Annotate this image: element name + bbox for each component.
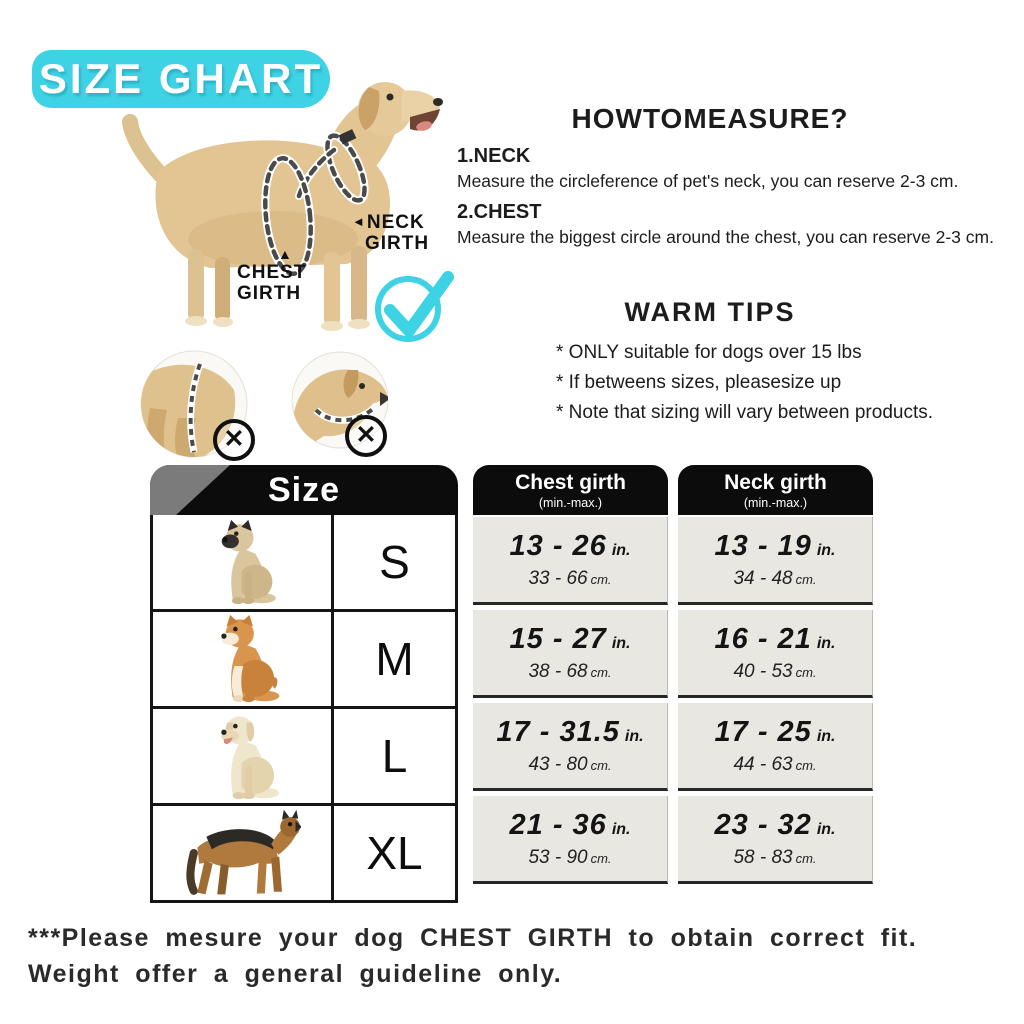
neck-girth-column	[678, 465, 873, 884]
range-note: (min.-max.)	[743, 495, 808, 510]
size-table	[150, 465, 458, 903]
table-row-xl	[153, 806, 455, 900]
arrow-up-icon: ▲	[278, 246, 292, 262]
size-label: M	[375, 633, 414, 685]
size-table-header	[150, 465, 458, 515]
neck-girth-label: ◄NECK GIRTH	[352, 212, 430, 254]
size-label: S	[379, 536, 410, 588]
neck-cell-s: 13 - 19 in. 34 - 48 cm.	[678, 517, 873, 605]
warm-tip: * If betweens sizes, pleasesize up	[556, 372, 842, 393]
chest-girth-label: CHEST GIRTH	[237, 262, 307, 304]
chest-girth-header: Chest girth (min.-max.)	[473, 465, 668, 515]
step-2-text: Measure the biggest circle around the chest, you can reserve 2-3 cm.	[457, 227, 994, 247]
size-label: L	[381, 730, 408, 782]
step-2-label: 2.CHEST	[457, 201, 542, 223]
check-icon	[370, 264, 458, 350]
range-note: (min.-max.)	[538, 495, 603, 510]
table-row-m	[153, 612, 455, 709]
chest-cell-m: 15 - 27 in. 38 - 68 cm.	[473, 610, 668, 698]
how-to-measure-heading: HOWTOMEASURE?	[571, 103, 849, 134]
arrow-left-icon: ◄	[352, 214, 366, 229]
chest-cell-l: 17 - 31.5 in. 43 - 80 cm.	[473, 703, 668, 791]
size-label: XL	[366, 827, 423, 879]
warm-tip: * Note that sizing will vary between products.	[556, 402, 934, 423]
dog-photo-pug	[153, 515, 334, 609]
page-title: SIZE GHART	[38, 55, 324, 102]
footnote	[28, 920, 1003, 992]
chest-girth-column	[473, 465, 668, 884]
warm-tip: * ONLY suitable for dogs over 15 lbs	[556, 342, 862, 363]
footnote-line-2: Weight offer a general guideline only.	[28, 960, 563, 988]
table-row-s	[153, 515, 455, 612]
cross-icon: ✕	[213, 419, 255, 461]
chest-cell-xl: 21 - 36 in. 53 - 90 cm.	[473, 796, 668, 884]
dog-photo-labrador	[153, 709, 334, 803]
neck-girth-header: Neck girth (min.-max.)	[678, 465, 873, 515]
neck-cell-xl: 23 - 32 in. 58 - 83 cm.	[678, 796, 873, 884]
step-1-label: 1.NECK	[457, 145, 531, 167]
neck-cell-l: 17 - 25 in. 44 - 63 cm.	[678, 703, 873, 791]
cross-icon: ✕	[345, 415, 387, 457]
step-1-text: Measure the circleference of pet's neck, you can reserve 2-3 cm.	[457, 171, 959, 191]
table-row-l	[153, 709, 455, 806]
dog-photo-german-shepherd	[153, 806, 334, 900]
size-column-title: Size	[267, 470, 341, 509]
warm-tips-heading: WARM TIPS	[624, 297, 796, 327]
dog-photo-shiba-inu	[153, 612, 334, 706]
footnote-line-1: ***Please mesure your dog CHEST GIRTH to obtain correct fit.	[28, 924, 918, 952]
neck-cell-m: 16 - 21 in. 40 - 53 cm.	[678, 610, 873, 698]
chest-cell-s: 13 - 26 in. 33 - 66 cm.	[473, 517, 668, 605]
